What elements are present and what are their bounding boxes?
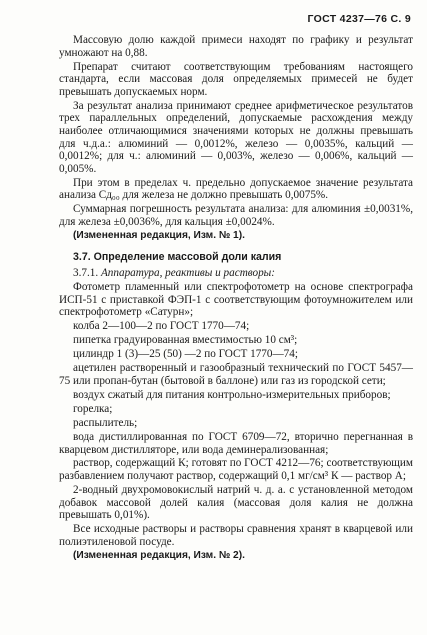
revision-note-2: (Измененная редакция, Изм. № 2).	[73, 550, 245, 562]
paragraph: За результат анализа принимают среднее арифметическое результатов трех параллельных определений, допускаемые расхождения между наиболее отличающимися значениями которых не должны превышать для ч.д.а.: алюминий — 0,0012%, железо — 0,0035%, кальций — 0,0012%; для ч.: алюминий — 0,003%, железо — 0,006%, кальций — 0,005%.	[59, 99, 413, 175]
list-item: раствор, содержащий К; готовят по ГОСТ 4212—76; соответствующим разбавлением получают раствор, содержащий 0,1 мг/см³ К — раствор А;	[59, 457, 413, 483]
list-item: горелка;	[73, 402, 113, 415]
list-item: 2-водный двухромовокислый натрий ч. д. а. с установленной методом добавок массовой долей калия (массовая доля калия не должна превышать 0,01%).	[59, 484, 413, 522]
list-item: пипетка градуированная вместимостью 10 см³;	[73, 334, 298, 347]
list-item: распылитель;	[73, 416, 138, 429]
subsection-number: 3.7.1.	[73, 266, 99, 279]
page-header: ГОСТ 4237—76 С. 9	[307, 13, 411, 25]
list-item: Все исходные растворы и растворы сравнения хранят в кварцевой или полиэтиленовой посуде.	[59, 523, 413, 548]
list-item: цилиндр 1 (3)—25 (50) —2 по ГОСТ 1770—74;	[73, 348, 298, 361]
section-title: 3.7. Определение массовой доли калия	[73, 251, 282, 264]
list-item: воздух сжатый для питания контрольно-измерительных приборов;	[73, 388, 391, 401]
revision-note-1: (Измененная редакция, Изм. № 1).	[73, 230, 245, 242]
paragraph: При этом в пределах ч. предельно допускаемое значение результата анализа Сд₀₀ для железа не должно превышать 0,0075%.	[59, 176, 413, 202]
list-item: вода дистиллированная по ГОСТ 6709—72, вторично перегнанная в кварцевом дистилляторе, или вода деминерализованная;	[59, 430, 413, 456]
paragraph: Суммарная погрешность результата анализа: для алюминия ±0,0031%, для железа ±0,0036%, для кальция ±0,0024%.	[59, 203, 413, 228]
subsection-title	[73, 267, 413, 280]
subsection-label: Аппаратура, реактивы и растворы:	[100, 266, 275, 279]
list-item: ацетилен растворенный и газообразный технический по ГОСТ 5457—75 или пропан-бутан (бытовой в баллоне) или газ из городской сети;	[59, 362, 413, 387]
paragraph: Массовую долю каждой примеси находят по графику и результат умножают на 0,88.	[59, 34, 413, 59]
list-item: Фотометр пламенный или спектрофотометр на основе спектрографа ИСП-51 с приставкой ФЭП-1 с соответствующим фотоумножителем или спектрофотометр «Сатурн»;	[59, 281, 413, 319]
document-body	[59, 34, 413, 566]
list-item: колба 2—100—2 по ГОСТ 1770—74;	[73, 320, 250, 333]
paragraph: Препарат считают соответствующим требованиям настоящего стандарта, если массовая доля определяемых примесей не будет превышать допускаемых норм.	[59, 60, 413, 98]
